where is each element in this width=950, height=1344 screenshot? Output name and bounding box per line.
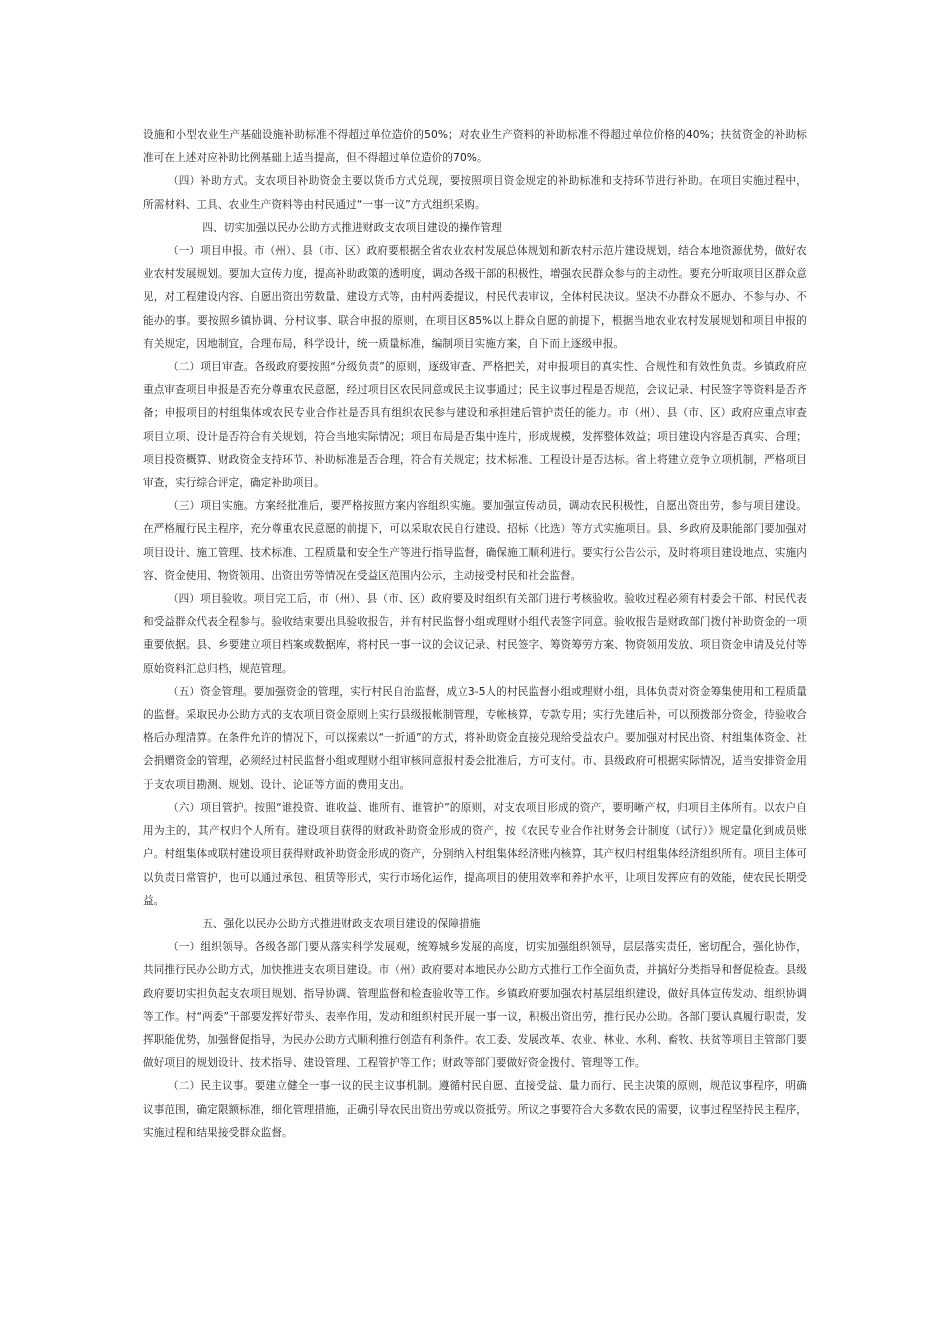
paragraph-organizational-leadership: （一）组织领导。各级各部门要从落实科学发展观，统筹城乡发展的高度，切实加强组织领导，层层落实责任，密切配合，强化协作，共同推行民办公助方式，加快推进支农项目建设。市（州）政府要对本地民办公助方式推行工作全面负责，并搞好分类指导和督促检查。县级政府要切实担负起支农项目规划、指导协调、管理监督和检查验收等工作。乡镇政府要加强农村基层组织建设，做好具体宣传发动、组织协调等工作。村“两委”干部要发挥好带头、表率作用，发动和组织村民开展一事一议，积极出资出劳，推行民办公助。各部门要认真履行职责，发挥职能优势，加强督促指导，为民办公助方式顺利推行创造有利条件。农工委、发展改革、农业、林业、水利、畜牧、扶贫等项目主管部门要做好项目的规划设计、技术指导、建设管理、工程管护等工作；财政等部门要做好资金拨付、管理等工作。: [143, 941, 807, 1070]
document-body: [143, 124, 807, 1145]
paragraph-project-acceptance: （四）项目验收。项目完工后，市（州）、县（市、区）政府要及时组织有关部门进行考核验收。验收过程必须有村委会干部、村民代表和受益群众代表全程参与。验收结束要出具验收报告，并有村民监督小组或理财小组代表签字同意。验收报告是财政部门拨付补助资金的一项重要依据。县、乡要建立项目档案或数据库，将村民一事一议的会议记录、村民签字、筹资筹劳方案、物资领用发放、项目资金申请及兑付等原始资料汇总归档，规范管理。: [143, 593, 807, 675]
paragraph-subsidy-standards: 设施和小型农业生产基础设施补助标准不得超过单位造价的50%；对农业生产资料的补助标准不得超过单位价格的40%；扶贫资金的补助标准可在上述对应补助比例基础上适当提高，但不得超过单位造价的70%。: [143, 129, 807, 165]
section-heading-operation-management: 四、切实加强以民办公助方式推进财政支农项目建设的操作管理: [202, 221, 502, 234]
section-heading-safeguard-measures: 五、强化以民办公助方式推进财政支农项目建设的保障措施: [202, 917, 481, 930]
paragraph-subsidy-method: （四）补助方式。支农项目补助资金主要以货币方式兑现，要按照项目资金规定的补助标准和支持环节进行补助。在项目实施过程中，所需材料、工具、农业生产资料等由村民通过“一事一议”方式组织采购。: [143, 175, 807, 211]
paragraph-project-implementation: （三）项目实施。方案经批准后，要严格按照方案内容组织实施。要加强宣传动员，调动农民积极性，自愿出资出劳，参与项目建设。在严格履行民主程序，充分尊重农民意愿的前提下，可以采取农民自行建设、招标（比选）等方式实施项目。县、乡政府及职能部门要加强对项目设计、施工管理、技术标准、工程质量和安全生产等进行指导监督，确保施工顺利进行。要实行公告公示，及时将项目建设地点、实施内容、资金使用、物资领用、出资出劳等情况在受益区范围内公示，主动接受村民和社会监督。: [143, 500, 807, 582]
paragraph-project-maintenance: （六）项目管护。按照“谁投资、谁收益、谁所有、谁管护”的原则，对支农项目形成的资产，要明晰产权，归项目主体所有。以农户自用为主的，其产权归个人所有。建设项目获得的财政补助资金形成的资产，按《农民专业合作社财务会计制度（试行）》规定量化到成员账户。村组集体或联村建设项目获得财政补助资金形成的资产，分别纳入村组集体经济账内核算，其产权归村组集体经济组织所有。项目主体可以负责日常管护，也可以通过承包、租赁等形式，实行市场化运作，提高项目的使用效率和养护水平，让项目发挥应有的效能，使农民长期受益。: [143, 801, 807, 907]
paragraph-democratic-deliberation: （二）民主议事。要建立健全一事一议的民主议事机制。遵循村民自愿、直接受益、量力而行、民主决策的原则，规范议事程序，明确议事范围，确定限额标准，细化管理措施，正确引导农民出资出劳或以资抵劳。所议之事要符合大多数农民的需要，议事过程坚持民主程序，实施过程和结果接受群众监督。: [143, 1080, 807, 1139]
paragraph-project-review: （二）项目审查。各级政府要按照“分级负责”的原则，逐级审查、严格把关，对申报项目的真实性、合规性和有效性负责。乡镇政府应重点审查项目申报是否充分尊重农民意愿，经过项目区农民同意或民主议事通过；民主议事过程是否规范，会议记录、村民签字等资料是否齐备；申报项目的村组集体或农民专业合作社是否具有组织农民参与建设和承担建后管护责任的能力。市（州）、县（市、区）政府应重点审查项目立项、设计是否符合有关规划，符合当地实际情况；项目布局是否集中连片，形成规模，发挥整体效益；项目建设内容是否真实、合理；项目投资概算、财政资金支持环节、补助标准是否合理，符合有关规定；技术标准、工程设计是否达标。省上将建立竞争立项机制，严格项目审查，实行综合评定，确定补助项目。: [143, 361, 807, 490]
paragraph-project-application: （一）项目申报。市（州）、县（市、区）政府要根据全省农业农村发展总体规划和新农村示范片建设规划，结合本地资源优势，做好农业农村发展规划。要加大宣传力度，提高补助政策的透明度，调动各级干部的积极性，增强农民群众参与的主动性。要充分听取项目区群众意见，对工程建设内容、自愿出资出劳数量、建设方式等，由村两委提议，村民代表审议，全体村民决议。坚决不办群众不愿办、不参与办、不能办的事。要按照乡镇协调、分村议事、联合申报的原则，在项目区85%以上群众自愿的前提下，根据当地农业农村发展规划和项目申报的有关规定，因地制宜，合理布局，科学设计，统一质量标准，编制项目实施方案，自下而上逐级申报。: [143, 245, 807, 350]
paragraph-fund-management: （五）资金管理。要加强资金的管理，实行村民自治监督，成立3-5人的村民监督小组或理财小组，具体负责对资金筹集使用和工程质量的监督。采取民办公助方式的支农项目资金原则上实行县级报帐制管理，专帐核算，专款专用；实行先建后补，可以预拨部分资金，待验收合格后办理清算。在条件允许的情况下，可以探索以“一折通”的方式，将补助资金直接兑现给受益农户。要加强对村民出资、村组集体资金、社会捐赠资金的管理，必须经过村民监督小组或理财小组审核同意报村委会批准后，方可支付。市、县级政府可根据实际情况，适当安排资金用于支农项目勘测、规划、设计、论证等方面的费用支出。: [143, 685, 807, 791]
